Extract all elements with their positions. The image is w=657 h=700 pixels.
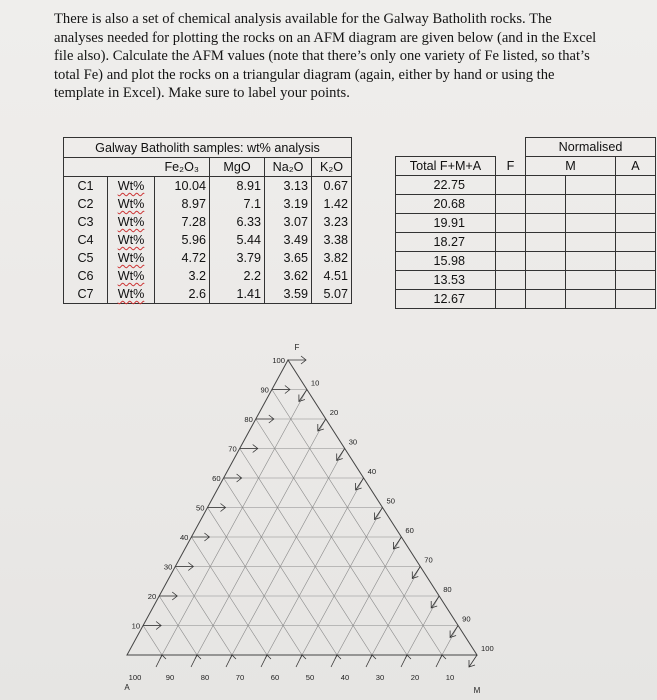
left-tick-label: 40 bbox=[179, 533, 189, 542]
right-tick-label: 60 bbox=[405, 526, 414, 535]
right-tick-label: 50 bbox=[386, 496, 395, 506]
fe2o3-value: 3.2 bbox=[155, 267, 210, 285]
fe2o3-value: 2.6 bbox=[155, 285, 210, 304]
right-tick bbox=[412, 567, 420, 579]
total-value: 18.27 bbox=[396, 233, 496, 252]
bottom-tick-arrow bbox=[440, 655, 446, 659]
unit: Wt% bbox=[108, 285, 155, 304]
grid-line-m bbox=[162, 390, 307, 656]
unit: Wt% bbox=[108, 249, 155, 267]
bottom-tick-label: 30 bbox=[375, 673, 385, 682]
sample-id: C7 bbox=[64, 285, 108, 304]
fe2o3-value: 7.28 bbox=[155, 213, 210, 231]
grid-line-m bbox=[302, 508, 383, 656]
instruction-line-3: file also). Calculate the AFM values (note that there’s only one variety of Fe listed, so that’s bbox=[54, 48, 590, 65]
bottom-tick-arrow bbox=[160, 655, 166, 659]
bottom-tick-arrow bbox=[405, 655, 411, 659]
bottom-tick-label: 90 bbox=[165, 673, 175, 682]
na2o-value: 3.07 bbox=[265, 213, 312, 231]
vertex-m-label: M bbox=[473, 686, 481, 695]
left-tick-label: 30 bbox=[163, 562, 173, 572]
left-tick-label: 90 bbox=[260, 385, 269, 395]
grid-line-m bbox=[372, 567, 420, 656]
header-fe2o3: Fe₂O₃ bbox=[155, 158, 210, 177]
k2o-value: 3.82 bbox=[312, 249, 352, 267]
instruction-line-2: analyses needed for plotting the rocks on an AFM diagram are given below (and in the Excel bbox=[54, 29, 597, 46]
bottom-tick-label: 80 bbox=[200, 673, 210, 682]
k2o-value: 0.67 bbox=[312, 177, 352, 196]
k2o-value: 3.23 bbox=[312, 213, 352, 231]
bottom-tick-arrow bbox=[335, 655, 341, 659]
grid-line-a bbox=[143, 626, 162, 656]
bottom-tick-arrow bbox=[265, 655, 271, 659]
na2o-value: 3.62 bbox=[265, 267, 312, 285]
right-tick bbox=[375, 508, 383, 520]
total-value: 15.98 bbox=[396, 252, 496, 271]
mgo-value: 8.91 bbox=[210, 177, 265, 196]
left-tick-label: 60 bbox=[212, 474, 221, 483]
grid-line-a bbox=[240, 449, 372, 656]
total-value: 13.53 bbox=[396, 271, 496, 290]
right-tick bbox=[299, 390, 307, 402]
col-f-header: F bbox=[506, 158, 515, 173]
unit: Wt% bbox=[108, 231, 155, 249]
total-value: 22.75 bbox=[396, 176, 496, 195]
na2o-value: 3.65 bbox=[265, 249, 312, 267]
left-tick-label: 10 bbox=[131, 621, 141, 631]
fe2o3-value: 8.97 bbox=[155, 195, 210, 213]
total-value: 19.91 bbox=[396, 214, 496, 233]
bottom-tick-arrow bbox=[195, 655, 201, 659]
instruction-line-1: There is also a set of chemical analysis available for the Galway Batholith rocks. The bbox=[54, 11, 552, 27]
bottom-tick-label: 70 bbox=[235, 673, 245, 682]
na2o-value: 3.59 bbox=[265, 285, 312, 304]
mgo-value: 6.33 bbox=[210, 213, 265, 231]
mgo-value: 1.41 bbox=[210, 285, 265, 304]
sample-id: C2 bbox=[64, 195, 108, 213]
left-tick-label: 70 bbox=[228, 444, 237, 454]
mgo-value: 7.1 bbox=[210, 195, 265, 213]
bottom-tick-arrow bbox=[230, 655, 236, 659]
sample-id: C4 bbox=[64, 231, 108, 249]
left-tick-label: 20 bbox=[147, 592, 157, 601]
left-tick-label: 50 bbox=[196, 503, 205, 513]
na2o-value: 3.49 bbox=[265, 231, 312, 249]
fe2o3-value: 5.96 bbox=[155, 231, 210, 249]
right-tick bbox=[318, 419, 326, 431]
k2o-value: 3.38 bbox=[312, 231, 352, 249]
right-tick bbox=[450, 626, 458, 638]
na2o-value: 3.19 bbox=[265, 195, 312, 213]
bottom-tick-arrow bbox=[370, 655, 376, 659]
right-tick-label: 90 bbox=[462, 614, 471, 624]
total-value: 12.67 bbox=[396, 290, 496, 309]
right-tick-label: 70 bbox=[424, 555, 433, 565]
k2o-value: 1.42 bbox=[312, 195, 352, 213]
sample-id: C1 bbox=[64, 177, 108, 196]
bottom-tick-label: 100 bbox=[128, 673, 142, 682]
left-tick-label: 100 bbox=[272, 356, 285, 365]
col-a-header: A bbox=[616, 157, 656, 176]
fe2o3-value: 10.04 bbox=[155, 177, 210, 196]
bottom-tick-label: 60 bbox=[270, 673, 280, 682]
header-k2o: K₂O bbox=[312, 158, 352, 177]
grid-line-a bbox=[208, 508, 303, 656]
mgo-value: 2.2 bbox=[210, 267, 265, 285]
header-mgo: MgO bbox=[210, 158, 265, 177]
bottom-tick-label: 20 bbox=[410, 673, 420, 682]
vertex-a-label: A bbox=[124, 683, 130, 692]
vertex-f-label: F bbox=[294, 343, 300, 352]
instruction-line-4: total Fe) and plot the rocks on a triangular diagram (again, either by hand or using the bbox=[54, 66, 555, 83]
normalised-title: Normalised bbox=[526, 138, 656, 157]
right-tick bbox=[431, 596, 439, 608]
col-m-header: M bbox=[526, 157, 616, 176]
analysis-table-caption: Galway Batholith samples: wt% analysis bbox=[64, 138, 352, 158]
unit: Wt% bbox=[108, 213, 155, 231]
unit: Wt% bbox=[108, 195, 155, 213]
na2o-value: 3.13 bbox=[265, 177, 312, 196]
mgo-value: 5.44 bbox=[210, 231, 265, 249]
sample-id: C6 bbox=[64, 267, 108, 285]
header-na2o: Na₂O bbox=[265, 158, 312, 177]
right-tick bbox=[337, 449, 345, 461]
right-tick-label: 40 bbox=[367, 467, 377, 476]
left-tick-label: 80 bbox=[244, 415, 253, 424]
right-tick-label: 100 bbox=[481, 644, 494, 653]
right-tick-label: 80 bbox=[443, 585, 452, 594]
right-tick bbox=[356, 478, 364, 490]
right-tick-label: 20 bbox=[329, 408, 339, 417]
total-header: Total F+M+A bbox=[396, 157, 496, 176]
grid-line-m bbox=[442, 626, 458, 656]
right-tick bbox=[393, 537, 401, 549]
total-value: 20.68 bbox=[396, 195, 496, 214]
grid-line-a bbox=[272, 390, 442, 656]
bottom-tick-label: 40 bbox=[340, 673, 350, 682]
fe2o3-value: 4.72 bbox=[155, 249, 210, 267]
grid-line-a bbox=[175, 567, 232, 656]
k2o-value: 5.07 bbox=[312, 285, 352, 304]
bottom-tick-arrow bbox=[300, 655, 306, 659]
mgo-value: 3.79 bbox=[210, 249, 265, 267]
unit: Wt% bbox=[108, 177, 155, 196]
bottom-tick-label: 50 bbox=[305, 673, 315, 682]
right-tick-label: 30 bbox=[348, 437, 358, 447]
sample-id: C5 bbox=[64, 249, 108, 267]
grid-line-m bbox=[232, 449, 345, 656]
instruction-line-5: template in Excel). Make sure to label your points. bbox=[54, 85, 350, 102]
right-tick-label: 10 bbox=[310, 378, 320, 388]
right-tick bbox=[469, 655, 477, 667]
sample-id: C3 bbox=[64, 213, 108, 231]
bottom-tick-label: 10 bbox=[445, 673, 455, 682]
unit: Wt% bbox=[108, 267, 155, 285]
k2o-value: 4.51 bbox=[312, 267, 352, 285]
